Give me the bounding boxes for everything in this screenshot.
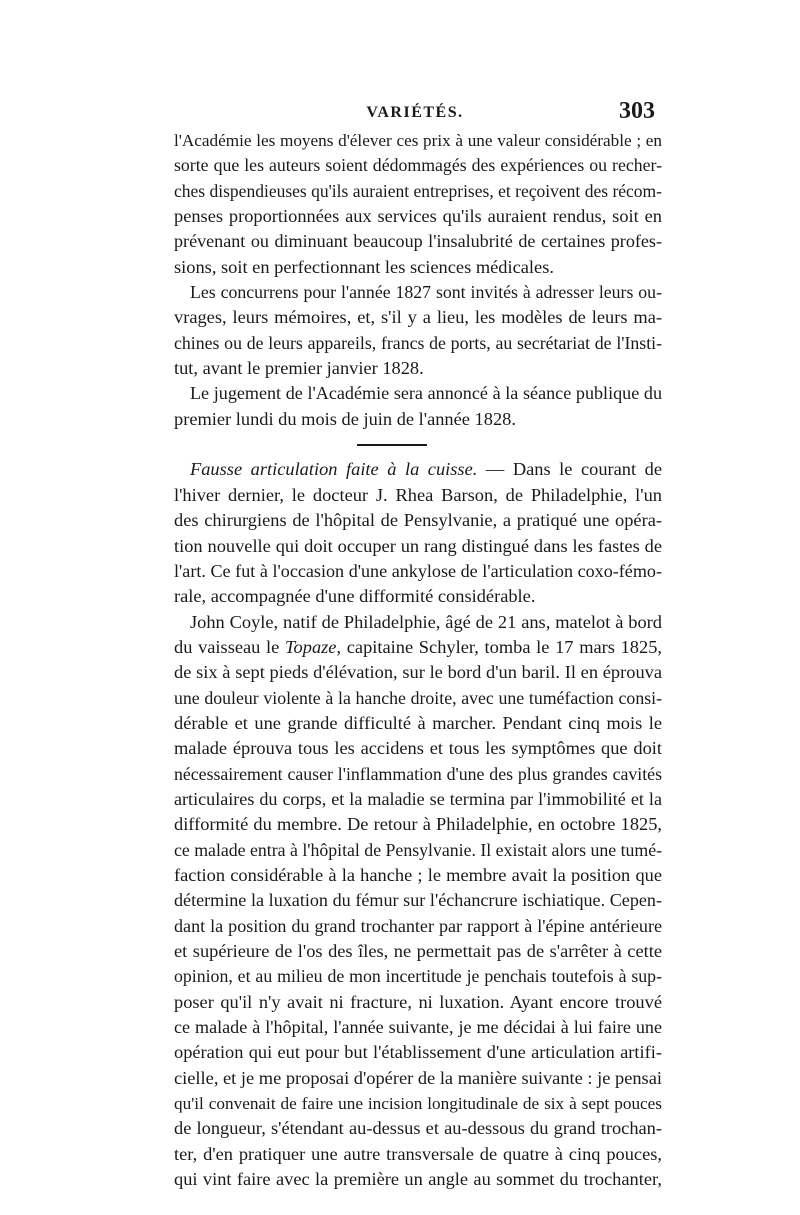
text-line: l'hiver dernier, le docteur J. Rhea Barson, de Philadelphie, l'un [174,484,662,505]
text-line: ce malade entra à l'hôpital de Pensylvanie. Il existait alors une tumé- [174,839,662,860]
text-line: sorte que les auteurs soient dédommagés des expériences ou recher- [174,155,662,176]
text-line: cielle, et je me proposai d'opérer de la manière suivante : je pensai [174,1067,662,1088]
text-line: nécessairement causer l'inflammation d'une des plus grandes cavités [174,763,662,784]
text-line-ship [174,635,662,660]
text-line: Le jugement de l'Académie sera annoncé à la séance publique du [190,383,662,404]
text-line: faction considérable à la hanche ; le membre avait la position que [174,864,662,885]
text-line: vrages, leurs mémoires, et, s'il y a lieu, les modèles de leurs ma- [174,307,662,328]
text-segment: , capitaine Schyler, tomba le 17 mars 1825, [336,636,662,657]
text-line: dérable et une grande difficulté à marcher. Pendant cinq mois le [174,712,662,733]
text-line: Les concurrens pour l'année 1827 sont invités à adresser leurs ou- [190,282,662,303]
text-line: une douleur violente à la hanche droite, avec une tuméfaction consi- [174,687,662,708]
text-line: tut, avant le premier janvier 1828. [174,358,424,379]
text-line: poser qu'il n'y avait ni fracture, ni luxation. Ayant encore trouvé [174,991,662,1012]
text-line: qui vint faire avec la première un angle au sommet du trochanter, [174,1169,662,1190]
text-line: qu'il convenait de faire une incision longitudinale de six à sept pouces [174,1094,662,1114]
text-line: difformité du membre. De retour à Philadelphie, en octobre 1825, [174,814,662,835]
section-separator [174,432,662,457]
text-line: opinion, et au milieu de mon incertitude je penchais toutefois à sup- [174,966,662,987]
text-line: prévenant ou diminuant beaucoup l'insalubrité de certaines profes- [174,231,662,252]
separator-rule [357,444,427,446]
text-line: détermine la luxation du fémur sur l'échancrure ischiatique. Cepen- [174,890,662,911]
text-line: tion nouvelle qui doit occuper un rang distingué dans les fastes de [174,535,662,556]
text-segment: du vaisseau le [174,636,286,657]
text-line: dant la position du grand trochanter par rapport à l'épine antérieure [174,915,662,936]
text-line: ter, d'en pratiquer une autre transversale de quatre à cinq pouces, [174,1143,662,1164]
article-first-line [174,457,662,482]
text-line: l'Académie les moyens d'élever ces prix à une valeur considérable ; en [174,131,662,150]
body-text [174,128,662,1192]
text-line: premier lundi du mois de juin de l'année 1828. [174,408,516,429]
text-line: chines ou de leurs appareils, francs de ports, au secrétariat de l'Insti- [174,332,662,353]
text-line: rale, accompagnée d'une difformité considérable. [174,586,536,607]
text-line: et supérieure de l'os des îles, ne permettait pas de s'arrêter à cette [174,941,662,961]
page-number: 303 [619,98,655,124]
article-title: Fausse articulation faite à la cuisse. [190,459,478,480]
text-line: opération qui eut pour but l'établissement d'une articulation artifi- [174,1042,662,1063]
ship-name: Topaze [285,636,337,657]
running-title: VARIÉTÉS. [366,104,464,121]
text-line: ce malade à l'hôpital, l'année suivante, je me décidai à lui faire une [174,1017,662,1038]
text-line: de six à sept pieds d'élévation, sur le bord d'un baril. Il en éprouva [174,662,662,683]
text-line: malade éprouva tous les accidens et tous les symptômes que doit [174,738,662,759]
text-line: l'art. Ce fut à l'occasion d'une ankylose de l'articulation coxo-fémo- [174,560,662,581]
text-line: penses proportionnées aux services qu'ils auraient rendus, soit en [174,206,662,227]
running-head [175,100,655,126]
article-first-line-rest: — Dans le courant de [477,459,662,480]
text-line: des chirurgiens de l'hôpital de Pensylvanie, a pratiqué une opéra- [174,510,662,531]
text-line: de longueur, s'étendant au-dessus et au-dessous du grand trochan- [174,1118,662,1139]
text-line: John Coyle, natif de Philadelphie, âgé de 21 ans, matelot à bord [190,611,662,632]
text-line: articulaires du corps, et la maladie se termina par l'immobilité et la [174,788,662,809]
text-line: sions, soit en perfectionnant les sciences médicales. [174,256,554,277]
text-line: ches dispendieuses qu'ils auraient entreprises, et reçoivent des récom- [174,180,662,201]
